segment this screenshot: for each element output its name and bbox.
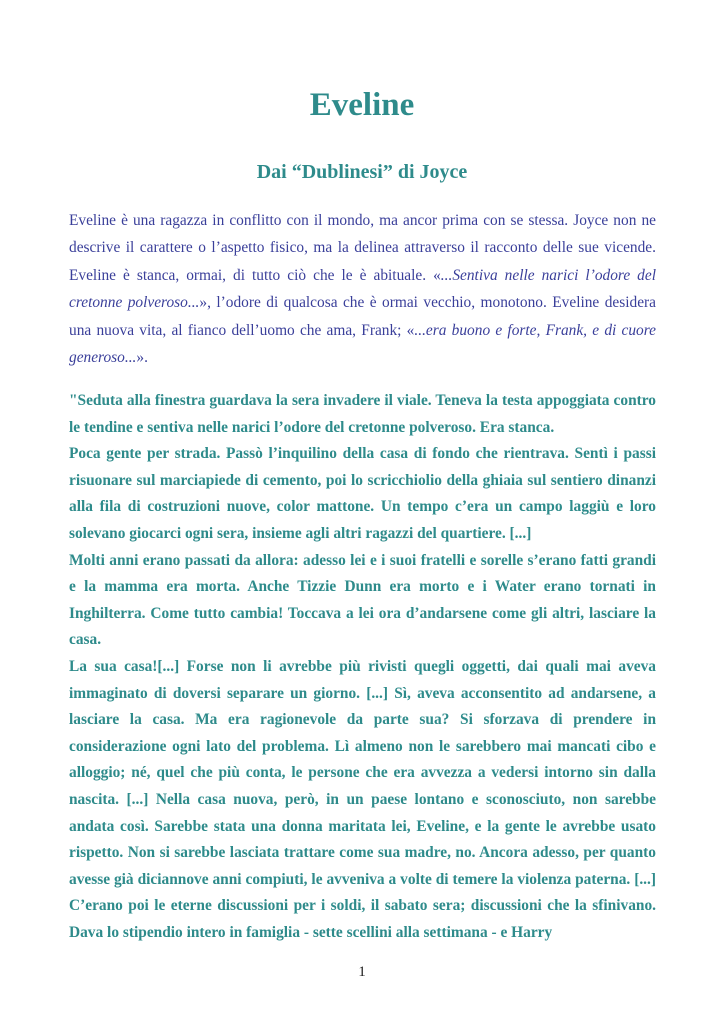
excerpt-paragraph-4: La sua casa![...] Forse non li avrebbe più rivisti quegli oggetti, dai quali mai aveva immaginato di doversi separare un giorno. [...] Sì, aveva acconsentito ad andarsene, a lasciare la casa. Ma era ragionevole da parte sua? Si sforzava di prendere in considerazione ogni lato del problema. Lì almeno non le sarebbero mai mancati cibo e alloggio; né, quel che più conta, le persone che era avvezza a vedersi intorno sin dalla nascita. [...] Nella casa nuova, però, in un paese lontano e sconosciuto, non sarebbe andata così. Sarebbe stata una donna maritata lei, Eveline, e la gente le avrebbe usato rispetto. Non si sarebbe lasciata trattare come sua madre, no. Ancora adesso, per quanto avesse già diciannove anni compiuti, le avveniva a volte di temere la violenza paterna. [...] C’erano poi le eterne discussioni per i soldi, il sabato sera; discussioni che la sfinivano. Dava lo stipendio intero in famiglia - sette scellini alla settimana - e Harry: [69, 657, 656, 941]
excerpt-paragraph-3: Molti anni erano passati da allora: adesso lei e i suoi fratelli e sorelle s’erano fatti grandi e la mamma era morta. Anche Tizzie Dunn era morto e i Water erano tornati in Inghilterra. Come tutto cambia! Toccava a lei ora d’andarsene come gli altri, lasciare la casa.: [69, 551, 656, 649]
intro-text-1: Eveline è una ragazza in conflitto con il mondo, ma ancor prima con se stessa. Joyce non ne descrive il carattere o l’aspetto fisico, ma la delinea attraverso il racconto delle sue vicende. Eveline è stanca, ormai, di tutto ciò che le è abituale. «: [69, 212, 656, 284]
page-number: 1: [358, 964, 366, 980]
intro-text-3: ».: [136, 349, 148, 367]
excerpt-block: [69, 388, 656, 946]
document-title: Eveline: [309, 87, 415, 123]
excerpt-paragraph-1: "Seduta alla finestra guardava la sera invadere il viale. Teneva la testa appoggiata contro le tendine e sentiva nelle narici l’odore del cretonne polveroso. Era stanca.: [69, 392, 656, 436]
excerpt-paragraph-2: Poca gente per strada. Passò l’inquilino della casa di fondo che rientrava. Sentì i passi risuonare sul marciapiede di cemento, poi lo scricchiolio della ghiaia sul sentiero dinanzi alla fila di costruzioni nuove, color mattone. Un tempo c’era un campo laggiù e loro solevano giocarci ogni sera, insieme agli altri ragazzi del quartiere. [...]: [69, 445, 656, 542]
intro-text-2: », l’odore di qualcosa che è ormai vecchio, monotono. Eveline desidera una nuova vita, al fianco dell’uomo che ama, Frank; «: [69, 294, 656, 339]
intro-quote-2: ...era buono e forte, Frank, e di cuore generoso...: [69, 321, 656, 367]
intro-paragraph: [69, 207, 656, 371]
document-subtitle: Dai “Dublinesi” di Joyce: [256, 161, 468, 183]
intro-quote-1: ...Sentiva nelle narici l’odore del cretonne polveroso...: [69, 266, 656, 312]
